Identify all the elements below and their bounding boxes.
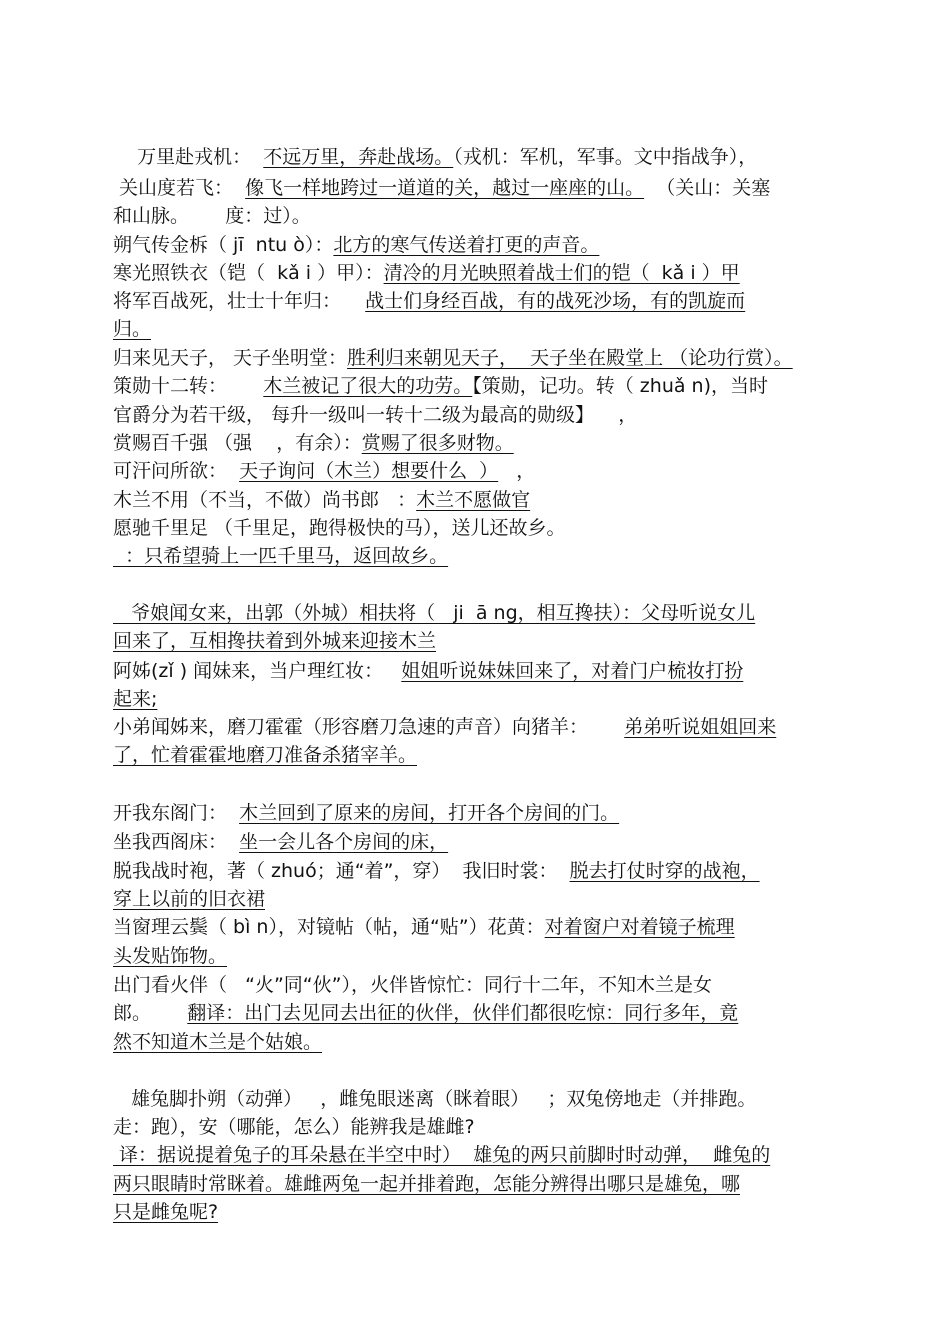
source-text: 木兰不用（不当，不做）尚书郎 ：: [113, 489, 417, 511]
text-line: [113, 686, 157, 712]
source-text: 愿驰千里足 （千里足，跑得极快的马），送儿还故乡。: [113, 517, 566, 539]
answer-text: 像飞一样地跨过一道道的关，越过一座座的山。: [245, 177, 645, 199]
source-text: 开我东阁门：: [113, 802, 240, 824]
text-line: [113, 402, 637, 428]
source-text: （关山：关塞: [644, 177, 771, 199]
text-line: [113, 1029, 322, 1055]
answer-text: 木兰回到了原来的房间，打开各个房间的门。: [239, 802, 620, 824]
text-line: [113, 829, 448, 855]
answer-text: 胜利归来朝见天子， 天子坐在殿堂上 （论功行赏）。: [347, 347, 793, 369]
text-line: [113, 260, 740, 286]
text-line: [113, 800, 619, 826]
answer-text: 回来了，互相搀扶着到外城来迎接木兰: [113, 630, 437, 652]
source-text: 当窗理云鬓（ bì n），对镜帖（帖，通“贴”）花黄：: [113, 916, 545, 938]
text-line: [113, 515, 566, 541]
answer-text: 战士们身经百战，有的战死沙场，有的凯旋而: [365, 290, 746, 312]
source-text: 可汗问所欲：: [113, 460, 240, 482]
text-line: [113, 600, 755, 626]
answer-text: 弟弟听说姐姐回来: [624, 716, 777, 738]
text-line: [113, 316, 151, 342]
answer-text: 两只眼睛时常眯着。雄雌两兔一起并排着跑，怎能分辨得出哪只是雄兔，哪: [113, 1173, 741, 1195]
source-text: 关山度若飞：: [113, 177, 246, 199]
answer-text: 不远万里，奔赴战场。: [263, 146, 454, 168]
text-line: [113, 430, 514, 456]
text-line: [113, 886, 265, 912]
answer-text: 起来;: [113, 688, 158, 710]
text-line: [113, 858, 760, 884]
source-text: 万里赴戎机：: [113, 146, 264, 168]
answer-text: 赏赐了很多财物。: [361, 432, 514, 454]
source-text: 将军百战死，壮士十年归：: [113, 290, 366, 312]
answer-text: 姐姐听说妹妹回来了，对着门户梳妆打扮: [401, 660, 744, 682]
answer-text: 只是雌兔呢?: [113, 1201, 219, 1223]
answer-text: 翻译：出门去见同去出征的伙伴，伙伴们都很吃惊：同行多年，竟: [187, 1002, 739, 1024]
text-line: [113, 1171, 740, 1197]
source-text: 脱我战时袍，著（ zhuó；通“着”，穿） 我旧时裳：: [113, 860, 570, 882]
text-line: [113, 345, 793, 371]
text-line: [113, 714, 776, 740]
answer-text: 了，忙着霍霍地磨刀准备杀猪宰羊。: [113, 744, 418, 766]
text-line: [113, 628, 436, 654]
source-text: 出门看火伴（ “火”同“伙”），火伴皆惊忙：同行十二年，不知木兰是女: [113, 974, 712, 996]
source-text: 【策勋，记功。转（ zhuǎ n)，当时: [472, 375, 769, 397]
text-line: [113, 175, 770, 201]
text-line: [113, 914, 735, 940]
text-line: [113, 458, 535, 484]
source-text: 朔气传金柝（ jī ntu ò）：: [113, 234, 334, 256]
answer-text: 头发贴饰物。: [113, 945, 228, 967]
answer-text: 坐一会儿各个房间的床，: [239, 831, 449, 853]
text-line: [113, 203, 311, 229]
text-line: [113, 543, 448, 569]
answer-text: 译：据说提着兔子的耳朵悬在半空中时） 雄兔的两只前脚时时动弹， 雌兔的: [113, 1144, 771, 1166]
source-text: 寒光照铁衣（铠（ kǎ i ）甲）：: [113, 262, 384, 284]
answer-text: 北方的寒气传送着打更的声音。: [333, 234, 600, 256]
source-text: 阿姊(zǐ ) 闻妹来，当户理红妆：: [113, 660, 402, 682]
source-text: ，: [498, 460, 536, 482]
text-line: [113, 972, 712, 998]
source-text: （戎机：军机，军事。文中指战争），: [453, 146, 758, 168]
answer-text: ：只希望骑上一匹千里马，返回故乡。: [113, 545, 449, 567]
text-line: [113, 742, 417, 768]
source-text: 郎。: [113, 1002, 188, 1024]
answer-text: 然不知道木兰是个姑娘。: [113, 1031, 323, 1053]
answer-text: 清冷的月光映照着战士们的铠（ kǎ i ）甲: [383, 262, 740, 284]
answer-text: 天子询问（木兰）想要什么 ）: [239, 460, 499, 482]
source-text: 归来见天子， 天子坐明堂：: [113, 347, 348, 369]
text-line: [113, 1142, 770, 1168]
source-text: 坐我西阁床：: [113, 831, 240, 853]
text-line: [113, 1199, 218, 1225]
source-text: 官爵分为若干级， 每升一级叫一转十二级为最高的勋级】 ，: [113, 404, 638, 426]
answer-text: 爷娘闻女来，出郭（外城）相扶将（ ji ā ng，相互搀扶）：父母听说女儿: [113, 602, 756, 624]
source-text: 赏赐百千强 （强 ，有余）：: [113, 432, 362, 454]
source-text: 小弟闻姊来，磨刀霍霍（形容磨刀急速的声音）向猪羊：: [113, 716, 625, 738]
text-line: [113, 1000, 738, 1026]
source-text: 走：跑），安（哪能，怎么）能辨我是雄雌?: [113, 1116, 475, 1138]
text-line: [113, 373, 768, 399]
text-line: [113, 1114, 475, 1140]
answer-text: 木兰不愿做官: [416, 489, 531, 511]
answer-text: 脱去打仗时穿的战袍，: [569, 860, 760, 882]
text-line: [113, 1086, 756, 1112]
source-text: 雄兔脚扑朔（动弹） ，雌兔眼迷离（眯着眼） ；双兔傍地走（并排跑。: [113, 1088, 757, 1110]
source-text: 和山脉。 度：过）。: [113, 205, 311, 227]
text-line: [113, 144, 757, 170]
text-line: [113, 658, 743, 684]
text-line: [113, 943, 227, 969]
text-line: [113, 288, 745, 314]
source-text: 策勋十二转：: [113, 375, 264, 397]
answer-text: 穿上以前的旧衣裙: [113, 888, 266, 910]
answer-text: 归。: [113, 318, 152, 340]
text-line: [113, 487, 530, 513]
text-line: [113, 232, 599, 258]
answer-text: 对着窗户对着镜子梳理: [544, 916, 735, 938]
answer-text: 木兰被记了很大的功劳。: [263, 375, 473, 397]
